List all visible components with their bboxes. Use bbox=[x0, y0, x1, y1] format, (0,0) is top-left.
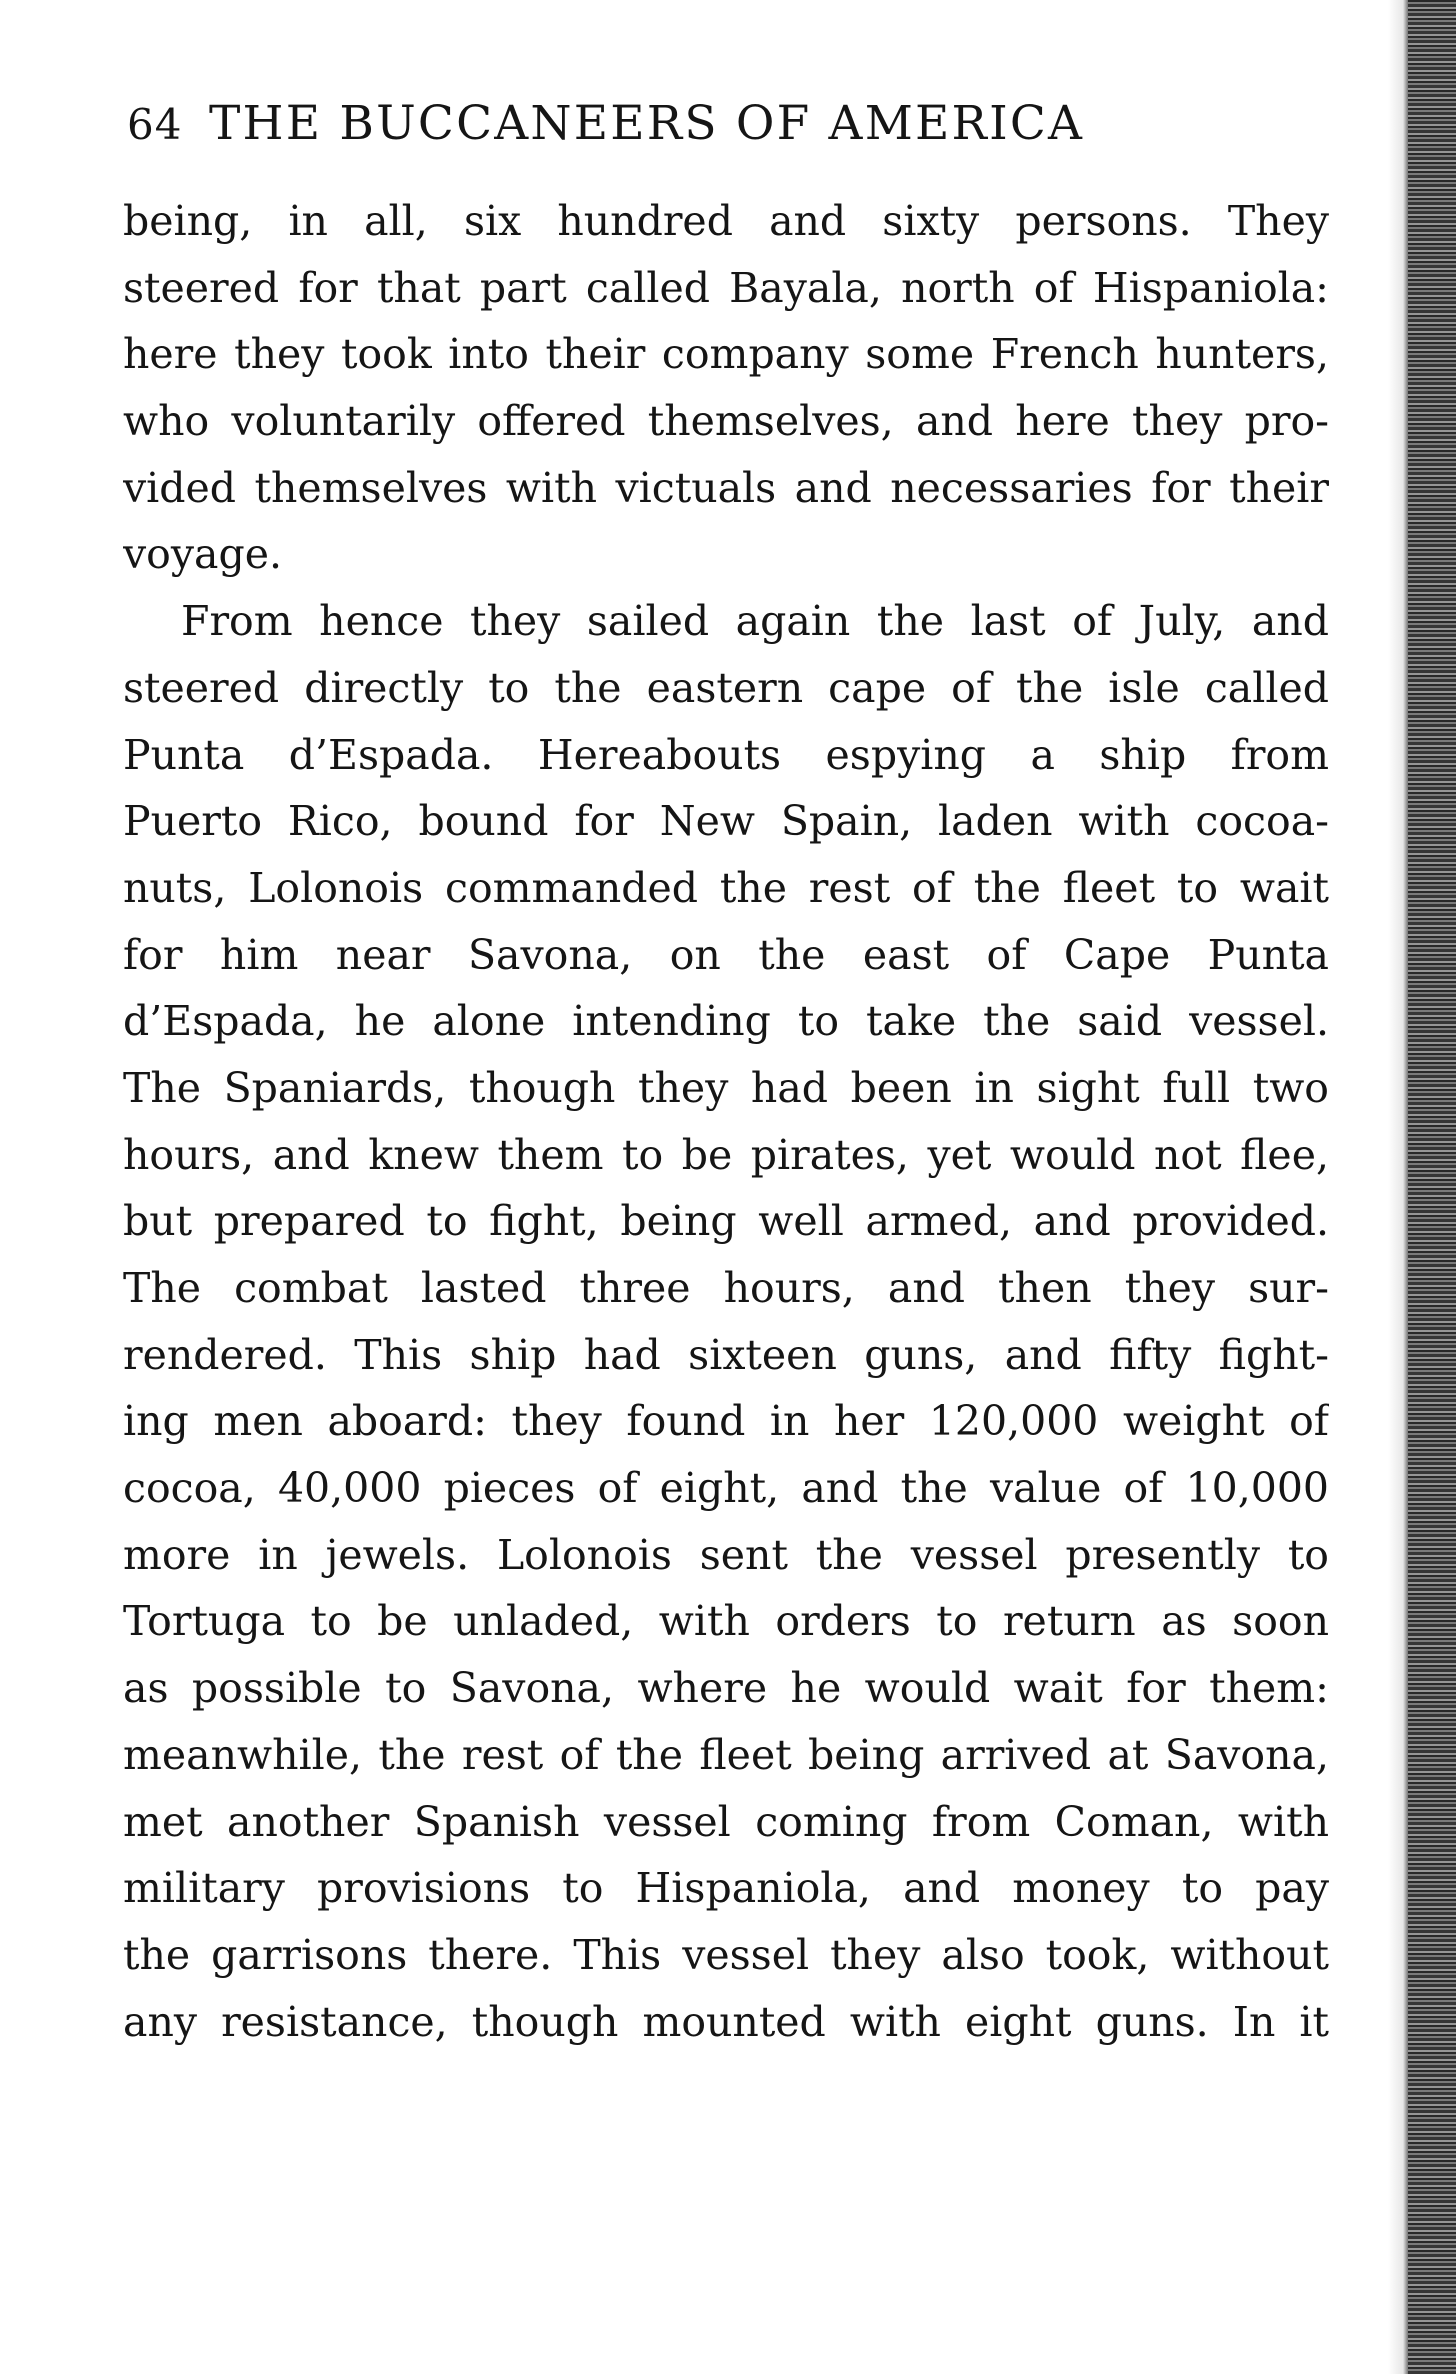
body-line: The Spaniards, though they had been in sight full two bbox=[123, 1063, 1329, 1112]
body-line: ing men aboard: they found in her 120,000 weight of bbox=[123, 1397, 1329, 1446]
body-line: Punta d’Espada. Hereabouts espying a ship from bbox=[123, 730, 1329, 779]
body-line: The combat lasted three hours, and then they sur- bbox=[123, 1264, 1329, 1312]
body-line: who voluntarily offered themselves, and here they pro- bbox=[123, 397, 1329, 446]
body-line: cocoa, 40,000 pieces of eight, and the value of 10,000 bbox=[123, 1464, 1329, 1513]
body-line: for him near Savona, on the east of Cape Punta bbox=[123, 930, 1329, 979]
body-line: any resistance, though mounted with eight guns. In it bbox=[123, 1997, 1329, 2046]
body-line: here they took into their company some French hunters, bbox=[123, 330, 1329, 379]
body-line: steered for that part called Bayala, north of Hispaniola: bbox=[123, 263, 1329, 312]
page-number: 64 bbox=[127, 100, 183, 149]
body-line: as possible to Savona, where he would wait for them: bbox=[123, 1664, 1329, 1713]
body-line: rendered. This ship had sixteen guns, and fifty fight- bbox=[123, 1330, 1329, 1379]
body-line: the garrisons there. This vessel they also took, without bbox=[123, 1930, 1329, 1979]
binding-edge bbox=[1408, 0, 1456, 2374]
body-line: hours, and knew them to be pirates, yet would not flee, bbox=[123, 1130, 1329, 1179]
running-title: THE BUCCANEERS OF AMERICA bbox=[209, 96, 1085, 151]
body-text bbox=[123, 188, 1329, 2055]
body-line: Puerto Rico, bound for New Spain, laden with cocoa- bbox=[123, 797, 1329, 846]
running-head bbox=[127, 94, 1227, 154]
body-line: but prepared to fight, being well armed, and provided. bbox=[123, 1197, 1329, 1246]
body-line: meanwhile, the rest of the fleet being arrived at Savona, bbox=[123, 1730, 1329, 1779]
page-gutter-shadow bbox=[1388, 0, 1408, 2374]
body-line: vided themselves with victuals and necessaries for their bbox=[123, 463, 1329, 512]
body-line: d’Espada, he alone intending to take the said vessel. bbox=[123, 997, 1329, 1046]
body-line: steered directly to the eastern cape of the isle called bbox=[123, 663, 1329, 712]
body-line: voyage. bbox=[123, 530, 282, 579]
body-line: met another Spanish vessel coming from Coman, with bbox=[123, 1797, 1329, 1846]
body-line: Tortuga to be unladed, with orders to return as soon bbox=[123, 1597, 1329, 1646]
body-line: more in jewels. Lolonois sent the vessel presently to bbox=[123, 1530, 1329, 1579]
body-line: nuts, Lolonois commanded the rest of the fleet to wait bbox=[123, 863, 1329, 912]
paragraph-start-line: From hence they sailed again the last of July, and bbox=[181, 597, 1329, 646]
body-line: being, in all, six hundred and sixty persons. They bbox=[123, 197, 1329, 245]
body-line: military provisions to Hispaniola, and money to pay bbox=[123, 1864, 1329, 1913]
